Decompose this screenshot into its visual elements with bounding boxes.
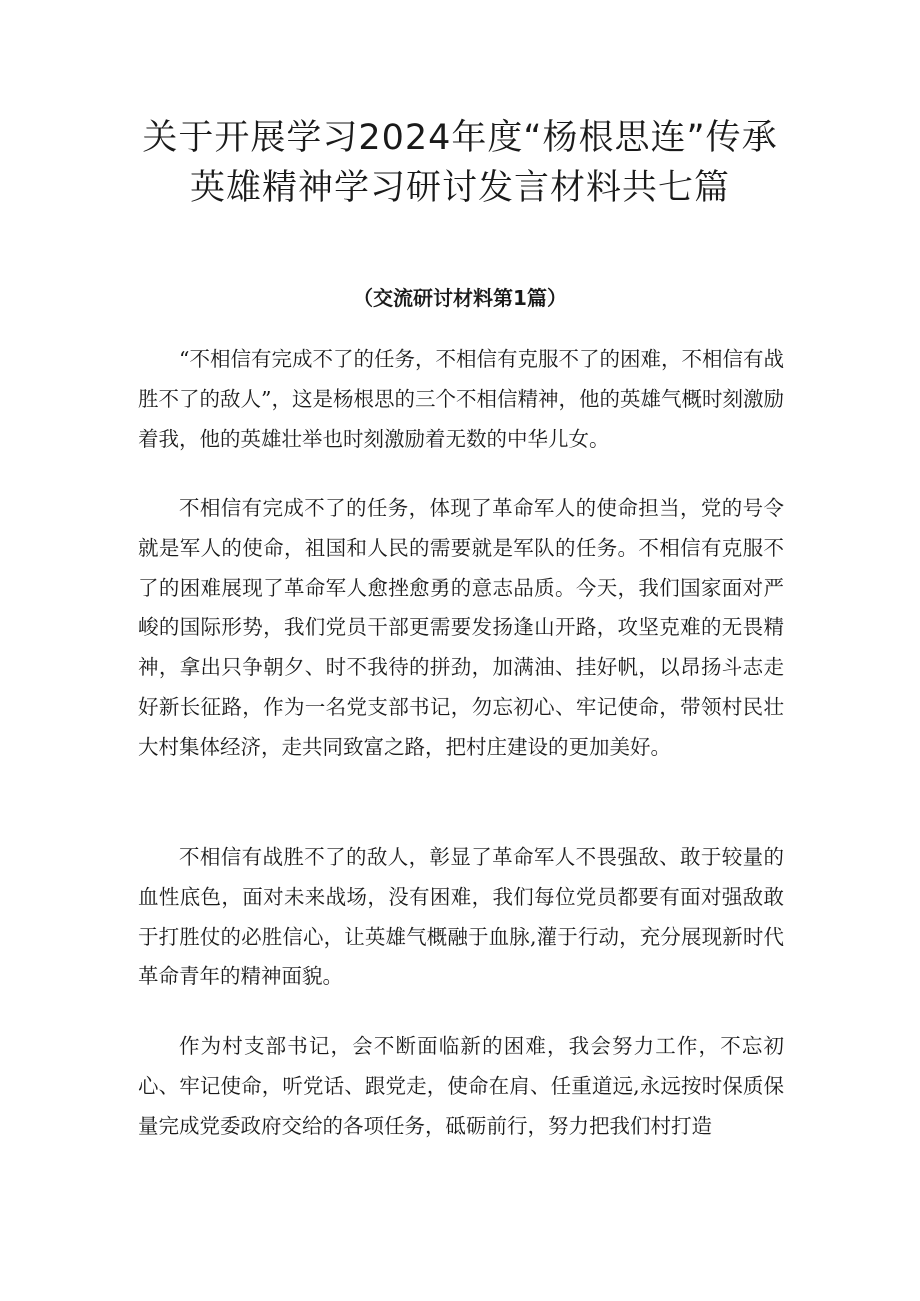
body-paragraph-3: 不相信有战胜不了的敌人，彰显了革命军人不畏强敌、敢于较量的血性底色，面对未来战场，没有困难，我们每位党员都要有面对强敌敢于打胜仗的必胜信心，让英雄气概融于血脉,灌于行动，充分展现新时代革命青年的精神面貌。	[138, 845, 784, 989]
document-title-line-2: 英雄精神学习研讨发言材料共七篇	[189, 168, 730, 208]
body-paragraph-2: 不相信有完成不了的任务，体现了革命军人的使命担当，党的号令就是军人的使命，祖国和人民的需要就是军队的任务。不相信有克服不了的困难展现了革命军人愈挫愈勇的意志品质。今天，我们国家面对严峻的国际形势，我们党员干部更需要发扬逢山开路，攻坚克难的无畏精神，拿出只争朝夕、时不我待的拼劲，加满油、挂好帆，以昂扬斗志走好新长征路，作为一名党支部书记，勿忘初心、牢记使命，带领村民壮大村集体经济，走共同致富之路，把村庄建设的更加美好。	[138, 496, 784, 759]
body-paragraph-1: “不相信有完成不了的任务，不相信有克服不了的困难，不相信有战胜不了的敌人”，这是杨根思的三个不相信精神，他的英雄气概时刻激励着我，他的英雄壮举也时刻激励着无数的中华儿女。	[138, 347, 784, 451]
document-title-line-1: 关于开展学习2024年度“杨根思连”传承	[142, 118, 778, 158]
body-paragraph-4: 作为村支部书记，会不断面临新的困难，我会努力工作，不忘初心、牢记使命，听党话、跟党走，使命在肩、任重道远,永远按时保质保量完成党委政府交给的各项任务，砥砺前行，努力把我们村打造	[138, 1034, 784, 1138]
section-heading: （交流研讨材料第1篇）	[353, 286, 567, 310]
